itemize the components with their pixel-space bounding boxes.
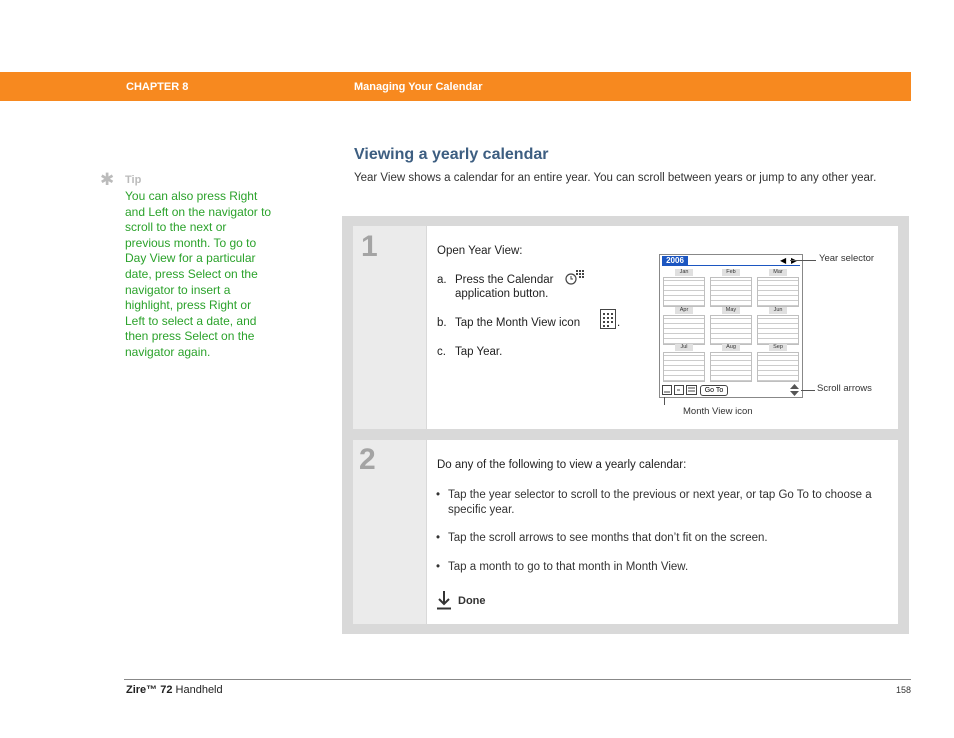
month-apr	[663, 307, 705, 347]
step-1a-text-line2: application button.	[455, 288, 549, 300]
month-view-icon	[600, 309, 616, 329]
month-grid	[757, 315, 799, 345]
tip-asterisk-icon: ✱	[100, 170, 115, 189]
month-name: Aug	[722, 344, 740, 351]
month-jan	[663, 269, 705, 309]
year-view-toolbar	[660, 383, 802, 397]
step-1a-text-line1: Press the Calendar	[455, 274, 554, 286]
footer-rule	[124, 679, 911, 680]
section-title: Viewing a yearly calendar	[354, 146, 549, 163]
year-selector-callout-line	[790, 260, 816, 261]
month-name: Feb	[722, 269, 740, 276]
bullet-marker: •	[436, 561, 441, 573]
bullet-text: Tap the scroll arrows to see months that don’t fit on the screen.	[448, 532, 768, 544]
year-selector-callout: Year selector	[819, 253, 875, 264]
done-label: Done	[458, 595, 486, 607]
page-number: 158	[895, 685, 911, 695]
month-feb	[710, 269, 752, 309]
footer-product-name: Zire™ 72	[126, 684, 173, 696]
tip-text: You can also press Right and Left on the navigator to scroll to the next or previous month. To go to Day View for a particular date, press Select on the navigator to insert a highlight, press Right or Left to select a date, and then press Select on the navigator again.	[125, 189, 272, 359]
scroll-arrows-callout-line	[801, 390, 815, 391]
step-1c-text: Tap Year.	[455, 346, 503, 358]
tip-label: Tip	[125, 174, 142, 186]
month-name: Jan	[675, 269, 693, 276]
month-jun	[757, 307, 799, 347]
bullet-marker: •	[436, 489, 441, 501]
step-2-bullet-1	[436, 488, 876, 518]
scroll-arrows-callout: Scroll arrows	[817, 383, 872, 394]
month-name: Mar	[769, 269, 787, 276]
scroll-arrows-icon	[789, 383, 800, 397]
section-intro: Year View shows a calendar for an entire year. You can scroll between years or jump to any other year.	[354, 172, 877, 184]
month-grid	[663, 277, 705, 307]
footer-product	[126, 684, 223, 696]
year-view-title-bar	[660, 255, 802, 267]
month-grid	[710, 277, 752, 307]
step-1-number: 1	[361, 230, 378, 263]
footer-product-suffix: Handheld	[172, 684, 223, 696]
month-grid	[710, 315, 752, 345]
title-underline	[688, 265, 800, 266]
goto-button: Go To	[700, 385, 728, 396]
step-1a-marker: a.	[437, 274, 447, 286]
month-grid	[757, 352, 799, 382]
step-2-heading: Do any of the following to view a yearly calendar:	[437, 459, 687, 471]
month-view-callout-line	[664, 397, 665, 405]
step-1b-period: .	[617, 317, 621, 329]
month-name: Apr	[675, 307, 693, 314]
month-mar	[757, 269, 799, 309]
month-name: Sep	[769, 344, 787, 351]
month-name: Jun	[769, 307, 787, 314]
done-arrow-icon	[436, 590, 452, 610]
month-grid	[710, 352, 752, 382]
month-aug	[710, 344, 752, 384]
step-2-bullet-3	[436, 560, 876, 575]
bullet-text: Tap a month to go to that month in Month View.	[448, 561, 689, 573]
bullet-text: Tap the year selector to scroll to the previous or next year, or tap Go To to choose a specific year.	[448, 489, 872, 516]
step-1b-marker: b.	[437, 317, 447, 329]
month-name: May	[722, 307, 740, 314]
step-1c-marker: c.	[437, 346, 446, 358]
view-switch-icons	[662, 385, 698, 395]
chapter-label: CHAPTER 8	[126, 81, 189, 93]
calendar-button-icon	[565, 268, 585, 286]
chapter-title: Managing Your Calendar	[354, 81, 483, 93]
step-1-heading: Open Year View:	[437, 245, 523, 257]
month-jul	[663, 344, 705, 384]
month-grid	[757, 277, 799, 307]
month-view-icon-callout: Month View icon	[683, 406, 753, 417]
step-2-number: 2	[359, 443, 376, 476]
month-may	[710, 307, 752, 347]
step-1b-text: Tap the Month View icon	[455, 317, 581, 329]
month-sep	[757, 344, 799, 384]
month-grid	[663, 315, 705, 345]
previous-year-arrow-icon: ◀	[780, 256, 787, 265]
bullet-marker: •	[436, 532, 441, 544]
step-2-bullet-2	[436, 531, 876, 546]
month-grid	[663, 352, 705, 382]
month-name: Jul	[675, 344, 693, 351]
year-view-screenshot	[659, 254, 803, 398]
chapter-header-bar	[0, 72, 911, 101]
year-label: 2006	[662, 256, 688, 266]
